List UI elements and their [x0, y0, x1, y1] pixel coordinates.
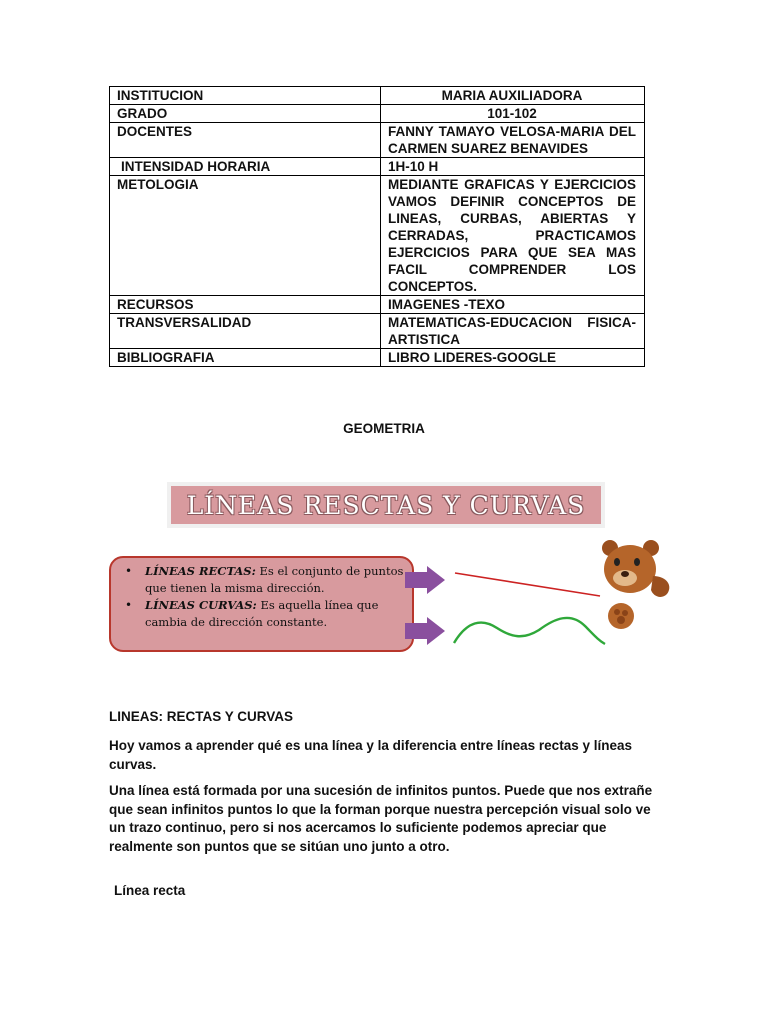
table-row: [110, 349, 645, 367]
straight-line-term: LÍNEAS RECTAS:: [145, 564, 256, 578]
curved-line-term: LÍNEAS CURVAS:: [145, 598, 257, 612]
table-row: [110, 158, 645, 176]
straight-line-definition: [145, 563, 404, 597]
table-row: [110, 87, 645, 105]
row-label: INSTITUCION: [110, 87, 381, 105]
table-row: [110, 123, 645, 158]
row-label: GRADO: [110, 105, 381, 123]
row-value: MARIA AUXILIADORA: [381, 87, 645, 105]
row-value: 1H-10 H: [381, 158, 645, 176]
intro-paragraph: Hoy vamos a aprender qué es una línea y la diferencia entre líneas rectas y líneas curvas.: [109, 738, 632, 772]
table-row: [110, 176, 645, 296]
row-label: INTENSIDAD HORARIA: [110, 158, 381, 176]
row-value: MATEMATICAS-EDUCACION FISICA-ARTISTICA: [381, 314, 645, 349]
row-value: LIBRO LIDERES-GOOGLE: [381, 349, 645, 367]
row-label: METOLOGIA: [110, 176, 381, 296]
curved-line-definition: [145, 597, 404, 631]
row-value: FANNY TAMAYO VELOSA-MARIA DEL CARMEN SUAREZ BENAVIDES: [381, 123, 645, 158]
row-label: TRANSVERSALIDAD: [110, 314, 381, 349]
row-value: IMAGENES -TEXO: [381, 296, 645, 314]
row-value: 101-102: [381, 105, 645, 123]
curved-line-sample: [454, 618, 605, 644]
section-heading: LINEAS: RECTAS Y CURVAS: [109, 709, 294, 724]
row-value: MEDIANTE GRAFICAS Y EJERCICIOS VAMOS DEFINIR CONCEPTOS DE LINEAS, CURBAS, ABIERTAS Y CERRADAS, PRACTICAMOS EJERCICIOS PARA QUE SEA MAS FACIL COMPRENDER LOS CONCEPTOS.: [381, 176, 645, 296]
arrow-right-icon: [405, 617, 445, 645]
curved-line-text: Es aquella línea que cambia de dirección constante.: [145, 598, 379, 629]
definitions-panel: [109, 556, 414, 652]
line-definition-paragraph: Una línea está formada por una sucesión de infinitos puntos. Puede que nos extrañe que sean infinitos puntos lo que la forman porque nuestra percepción visual solo ve un trazo continuo, pero si nos acercamos lo suficiente podemos apreciar que realmente son puntos que se sitúan uno junto a otro.: [109, 783, 653, 854]
bear-icon: [602, 540, 669, 629]
geometry-title: GEOMETRIA: [343, 421, 425, 436]
table-row: [110, 314, 645, 349]
arrow-right-icon: [405, 566, 445, 594]
banner-title: LÍNEAS RESCTAS Y CURVAS: [171, 486, 601, 524]
lines-banner: [167, 482, 605, 528]
table-row: [110, 296, 645, 314]
table-row: [110, 105, 645, 123]
straight-line-sample: [455, 573, 600, 596]
row-label: DOCENTES: [110, 123, 381, 158]
course-info-table: [109, 86, 645, 367]
row-label: RECURSOS: [110, 296, 381, 314]
straight-line-subheading: Línea recta: [114, 883, 186, 898]
row-label: BIBLIOGRAFIA: [110, 349, 381, 367]
lines-illustration: [405, 536, 680, 662]
straight-line-text: Es el conjunto de puntos que tienen la misma dirección.: [145, 564, 404, 595]
